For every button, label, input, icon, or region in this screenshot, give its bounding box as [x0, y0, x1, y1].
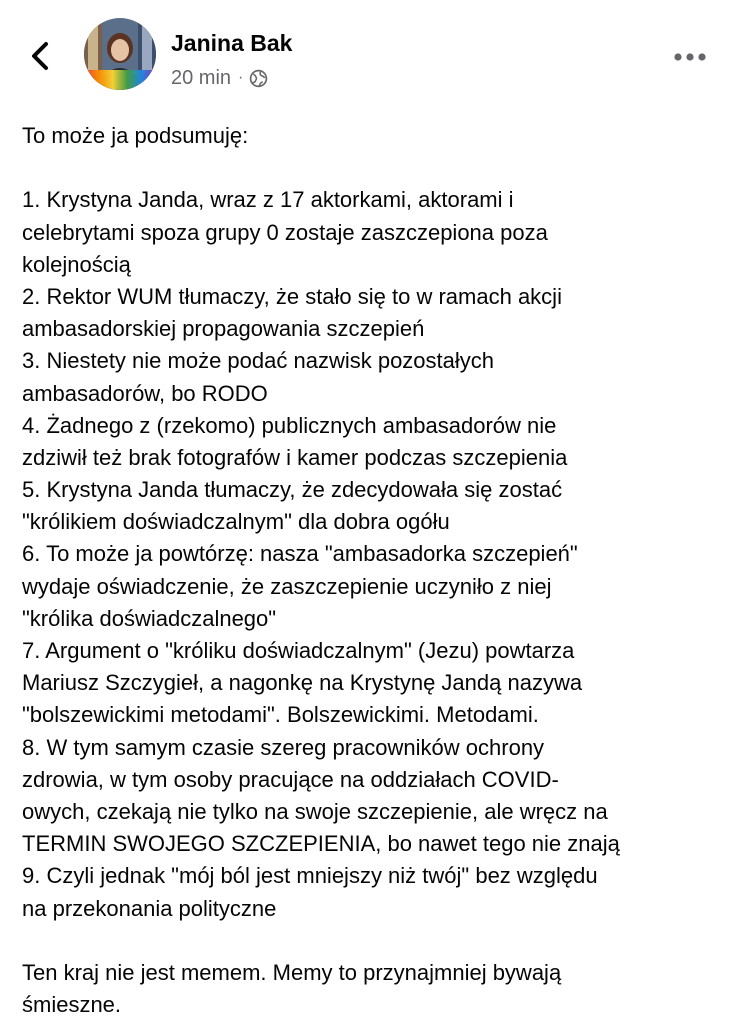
post-meta: [171, 66, 268, 90]
post-text-line: 7. Argument o "króliku doświadczalnym" (Jezu) powtarza: [22, 638, 575, 663]
post-text-line: 2. Rektor WUM tłumaczy, że stało się to w ramach akcji: [22, 283, 562, 309]
meta-separator: ·: [238, 69, 244, 86]
profile-photo: [84, 18, 156, 90]
post-text-line: 3. Niestety nie może podać nazwisk pozostałych: [22, 348, 495, 374]
post-text-line: 5. Krystyna Janda tłumaczy, że zdecydowała się zostać: [22, 477, 563, 503]
blank-line: [22, 925, 722, 957]
post-text-line: "królika doświadczalnego": [22, 605, 277, 631]
post-text-line: owych, czekają nie tylko na swoje szczepienie, ale wręcz na: [22, 798, 608, 824]
chevron-left-icon: [24, 36, 60, 76]
post-header: [0, 0, 733, 110]
avatar-badge-text: [84, 18, 85, 19]
post-text-line: 8. W tym samym czasie szereg pracowników ochrony: [22, 734, 545, 760]
post-text-line: 4. Żadnego z (rzekomo) publicznych ambasadorów nie: [22, 412, 557, 438]
author-name[interactable]: Janina Bak: [171, 30, 293, 56]
globe-icon[interactable]: [249, 69, 268, 88]
post-text-line: ambasadorskiej propagowania szczepień: [22, 316, 425, 342]
post-text-line: celebrytami spoza grupy 0 zostaje zaszczepiona poza: [22, 219, 548, 245]
back-button[interactable]: [24, 36, 60, 76]
blank-line: [22, 152, 722, 184]
post-text-line: 1. Krystyna Janda, wraz z 17 aktorkami, aktorami i: [22, 187, 514, 213]
post-text-line: TERMIN SWOJEGO SZCZEPIENIA, bo nawet tego nie znają: [22, 831, 620, 857]
post-text-line: 9. Czyli jednak "mój ból jest mniejszy niż twój" bez względu: [22, 863, 598, 889]
post-text: [22, 120, 722, 1021]
post-time[interactable]: 20 min: [171, 66, 232, 89]
post-text-line: ambasadorów, bo RODO: [22, 380, 268, 406]
post-text-line: wydaje oświadczenie, że zaszczepienie uczyniło z niej: [22, 573, 552, 599]
more-options-button[interactable]: [670, 44, 710, 70]
post-text-line: Ten kraj nie jest memem. Memy to przynajmniej bywają: [22, 959, 562, 985]
post-text-line: na przekonania polityczne: [22, 895, 277, 921]
post-text-line: "królikiem doświadczalnym" dla dobra ogółu: [22, 509, 450, 535]
post-text-line: kolejnością: [22, 251, 131, 277]
post-text-line: To może ja podsumuję:: [22, 123, 249, 148]
post-text-line: zdrowia, w tym osoby pracujące na oddziałach COVID-: [22, 766, 559, 792]
post-text-line: 6. To może ja powtórzę: nasza "ambasadorka szczepień": [22, 541, 578, 567]
post-text-line: "bolszewickimi metodami". Bolszewickimi. Metodami.: [22, 702, 539, 728]
post-text-line: zdziwił też brak fotografów i kamer podczas szczepienia: [22, 444, 568, 470]
more-horizontal-icon: [670, 44, 710, 70]
post-text-line: śmieszne.: [22, 992, 122, 1018]
avatar[interactable]: [84, 18, 156, 90]
post-text-line: Mariusz Szczygieł, a nagonkę na Krystynę Jandą nazywa: [22, 670, 583, 696]
